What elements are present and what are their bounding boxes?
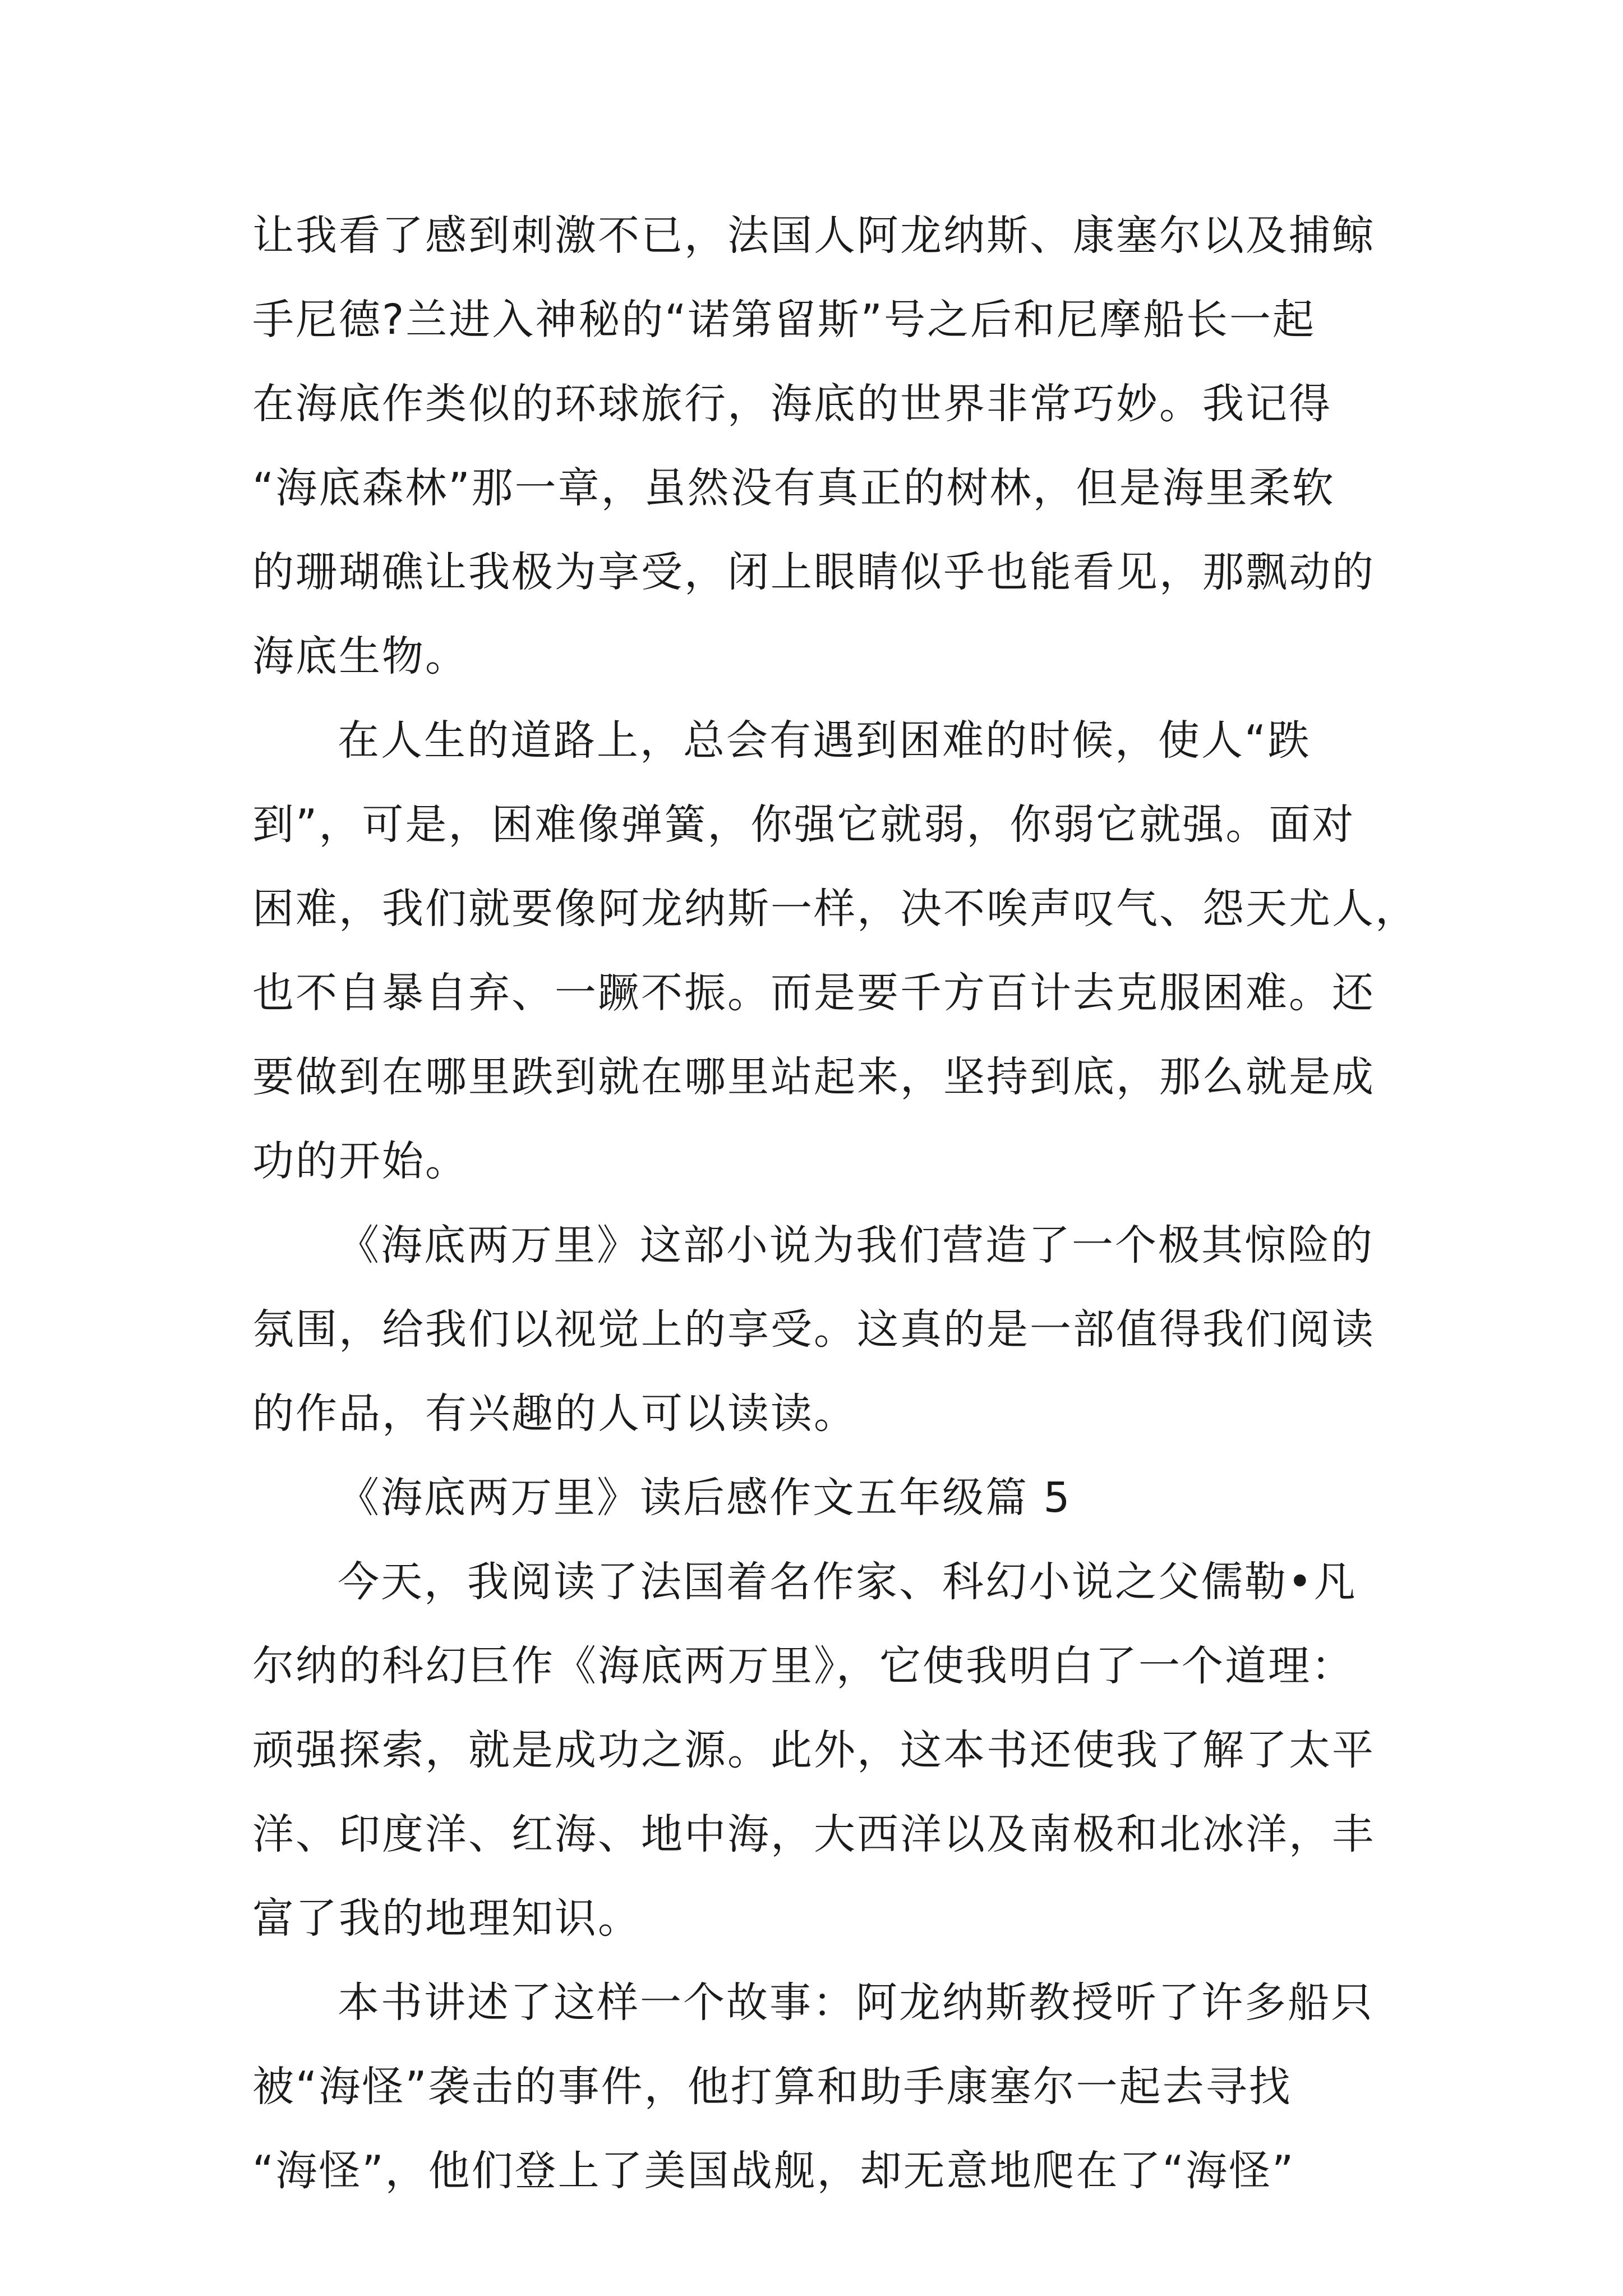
text-line: 洋、印度洋、红海、地中海，大西洋以及南极和北冰洋，丰 <box>252 1810 1375 1858</box>
text-line: 也不自暴自弃、一蹶不振。而是要千方百计去克服困难。还 <box>252 969 1375 1017</box>
text-line: 顽强探索，就是成功之源。此外，这本书还使我了解了太平 <box>252 1726 1375 1774</box>
text-line: 氛围，给我们以视觉上的享受。这真的是一部值得我们阅读 <box>252 1305 1375 1354</box>
text-line: 到”，可是，困难像弹簧，你强它就弱，你弱它就强。面对 <box>252 800 1355 849</box>
text-line: 海底生物。 <box>252 632 468 680</box>
section-heading: 《海底两万里》读后感作文五年级篇 5 <box>338 1474 1072 1522</box>
text-line: 的珊瑚礁让我极为享受，闭上眼睛似乎也能看见，那飘动的 <box>252 548 1375 596</box>
text-line: 富了我的地理知识。 <box>252 1894 641 1943</box>
text-line: 让我看了感到刺激不已，法国人阿龙纳斯、康塞尔以及捕鲸 <box>252 211 1375 260</box>
text-line: 手尼德?兰进入神秘的“诺第留斯”号之后和尼摩船长一起 <box>252 296 1316 344</box>
text-line: 困难，我们就要像阿龙纳斯一样，决不唉声叹气、怨天尤人， <box>252 885 1418 933</box>
text-line: 本书讲述了这样一个故事：阿龙纳斯教授听了许多船只 <box>338 1978 1374 2027</box>
text-line: 在人生的道路上，总会有遇到困难的时候，使人“跌 <box>338 716 1311 765</box>
text-line: 今天，我阅读了法国着名作家、科幻小说之父儒勒•凡 <box>338 1558 1357 1606</box>
text-line: 被“海怪”袭击的事件，他打算和助手康塞尔一起去寻找 <box>252 2063 1292 2111</box>
text-line: 《海底两万里》这部小说为我们营造了一个极其惊险的 <box>338 1221 1374 1269</box>
text-line: 的作品，有兴趣的人可以读读。 <box>252 1389 857 1438</box>
text-line: 要做到在哪里跌到就在哪里站起来，坚持到底，那么就是成 <box>252 1053 1375 1101</box>
text-line: 功的开始。 <box>252 1137 468 1185</box>
text-line: “海底森林”那一章，虽然没有真正的树林，但是海里柔软 <box>252 464 1335 512</box>
text-line: “海怪”，他们登上了美国战舰，却无意地爬在了“海怪” <box>252 2147 1295 2195</box>
text-line: 在海底作类似的环球旅行，海底的世界非常巧妙。我记得 <box>252 380 1332 428</box>
text-line: 尔纳的科幻巨作《海底两万里》，它使我明白了一个道理： <box>252 1642 1354 1690</box>
